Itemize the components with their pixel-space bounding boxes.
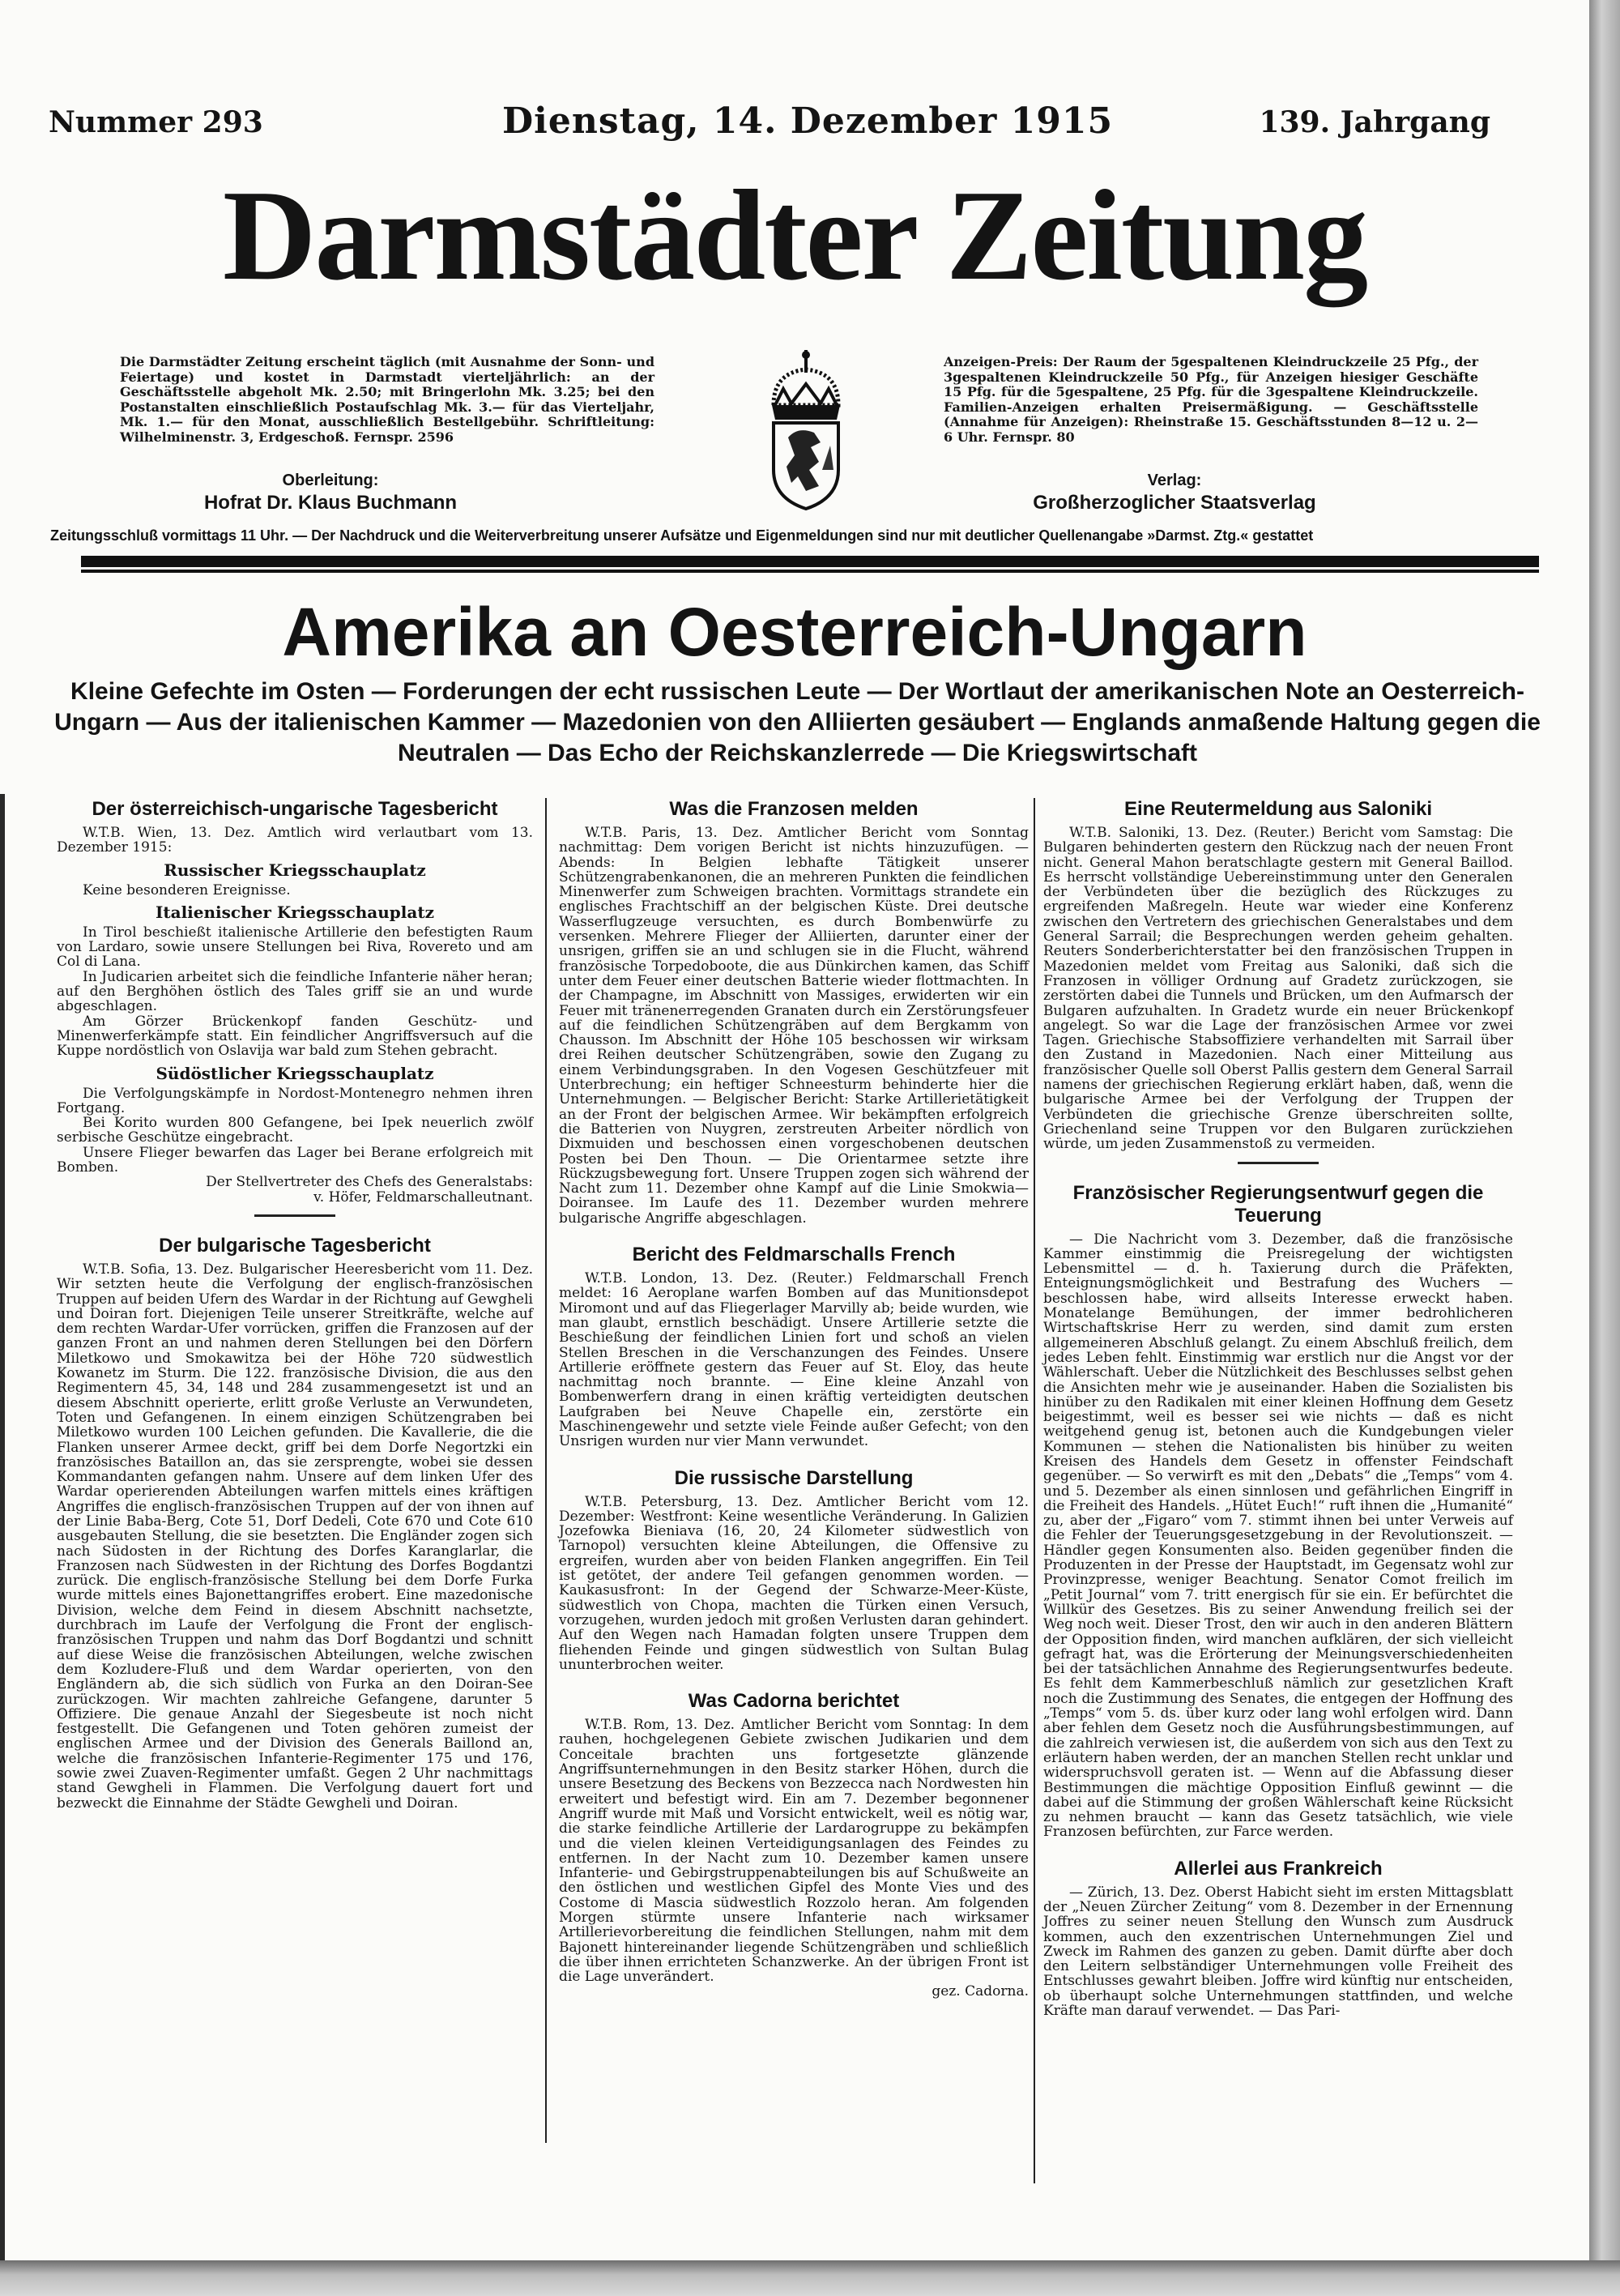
section-heading: Südöstlicher Kriegsschauplatz: [156, 1063, 434, 1083]
article-title: Was Cadorna berichtet: [688, 1690, 900, 1713]
main-headline: [0, 591, 1589, 672]
article-paragraph: Unsere Flieger bewarfen das Lager bei Berane erfolgreich mit Bomben.: [57, 1144, 533, 1176]
masthead-rule: [81, 556, 1539, 570]
hessian-coat-of-arms-icon: [741, 348, 871, 510]
editor-credit: [120, 472, 541, 514]
publisher-credit: [948, 472, 1401, 514]
signature: gez. Cadorna.: [932, 1983, 1029, 2000]
subscription-info: Die Darmstädter Zeitung erscheint täglich (mit Ausnahme der Sonn- und Feiertage) und kostet in Darmstadt vierteljährlich: an der Geschäftsstelle abgeholt Mk. 2.50; mit Bringerlohn Mk. 3.25; bei den Postanstalten einschließlich Postaufschlag Mk. 3.— für das Vierteljahr, Mk. 1.— für den Monat, ausschließlich Bestellgebühr. Schriftleitung: Wilhelminenstr. 3, Erdgeschoß. Fernspr. 2596: [120, 354, 654, 445]
article: [57, 798, 533, 1217]
article-title: Bericht des Feldmarschalls French: [632, 1244, 956, 1266]
article-title: Französischer Regierungsentwurf gegen die Teuerung: [1072, 1181, 1484, 1227]
scan-edge-right: [1589, 0, 1620, 2296]
editor-label: Oberleitung:: [282, 472, 379, 489]
article-paragraph: Die Verfolgungskämpfe in Nordost-Montenegro nehmen ihren Fortgang.: [57, 1085, 533, 1116]
section-heading: Russischer Kriegsschauplatz: [164, 860, 426, 880]
column-2: [559, 798, 1029, 2017]
article-paragraph: In Judicarien arbeitet sich die feindliche Infanterie näher heran; auf den Berghöhen östlich des Tales griff sie an und wurde abgeschlagen.: [57, 968, 533, 1015]
dateline: [49, 100, 1490, 146]
column-divider: [545, 798, 547, 2143]
article-paragraph: W.T.B. Saloniki, 13. Dez. (Reuter.) Bericht vom Samstag: Die Bulgaren behinderten gestern den Rückzug nach der neuen Front nicht. General Mahon beratschlagte gestern mit General Baillod. Es herrscht vollständige Uebereinstimmung unter den Generalen der Verbündeten über die bezüglich des Rückzuges zu ergreifenden Maßregeln. Heute war wieder eine Konferenz zwischen den Vertretern des griechischen Generalstabes und dem General Sarrail; die Besprechungen werden geheim gehalten. Reuters Sonderberichterstatter bei den französischen Truppen in Mazedonien meldet vom Freitag aus Saloniki, daß sich die Franzosen in völliger Ordnung auf Gradetz zurückzogen, sie zerstörten dabei die Tunnels und Brücken, um den Aufmarsch der Bulgaren aufzuhalten. In Gradetz wurde ein neuer Brückenkopf angelegt. So war die Lage der französischen Armee vor zwei Tagen. Griechische Stabsoffiziere verhandelten mit Sarrail über den Zustand in Mazedonien. Nach einer Mitteilung aus französischer Quelle soll Oberst Pallis gestern dem General Sarrail namens der griechischen Regierung erklärt haben, daß, wenn die bulgarische Armee bei der Verfolgung der Truppen der Verbündeten die griechische Grenze überschreiten sollte, Griechenland seine Truppen vor den Bulgaren zurückziehen würde, um jeden Zusammenstoß zu vermeiden.: [1043, 825, 1513, 1153]
section-separator: [1238, 1162, 1319, 1164]
section-separator: [254, 1214, 335, 1217]
article: [1043, 798, 1513, 1164]
article-title: Die russische Darstellung: [674, 1466, 914, 1489]
article-paragraph: Am Görzer Brückenkopf fanden Geschütz- und Minenwerferkämpfe statt. Ein feindlicher Angriffsversuch auf die Kuppe nordöstlich von Oslavija war bald zum Stehen gebracht.: [57, 1013, 533, 1060]
article-paragraph: W.T.B. Rom, 13. Dez. Amtlicher Bericht vom Sonntag: In dem rauhen, hochgelegenen Gebiete zwischen Judikarien und dem Conceitale brachten uns fortgesetzte glänzende Angriffsunternehmungen in den Besitz starker Höhen, durch die unsere Besetzung des Beckens von Bezzecca nach Nordwesten hin erweitert und befestigt wird. Ein am 7. Dezember begonnener Angriff wurde mit Maß und Vorsicht entwickelt, weil es nötig war, die starke feindliche Artillerie der Lardarogruppe zu bekämpfen und die vielen kleinen Verteidigungsanlagen des Feindes zu entfernen. In der Nacht zum 10. Dezember kamen unsere Infanterie- und Gebirgstruppenabteilungen bis auf Schußweite an den östlichen und westlichen Gipfel des Monte Vies und des Costome di Mascia südwestlich Rozzolo heran. Am folgenden Morgen stürmte unsere Infanterie nach wirksamer Artillerievorbereitung die feindlichen Stellungen, nahm mit dem Bajonett hintereinander liegende Schützengräben und schließlich die über ihnen errichteten Schanzwerke. An der übrigen Front ist die Lage unverändert.: [559, 1717, 1029, 1986]
editor-name: Hofrat Dr. Klaus Buchmann: [203, 492, 458, 514]
section-heading: Italienischer Kriegsschauplatz: [156, 902, 434, 922]
article-paragraph: W.T.B. London, 13. Dez. (Reuter.) Feldmarschall French meldet: 16 Aeroplane warfen Bomben auf das Munitionsdepot Miromont und auf das Fliegerlager Marvilly ab; beide wurden, wie man glaubt, ernstlich beschädigt. Unsere Artillerie setzte die Beschießung der feindlichen Linien fort und schoß an vielen Stellen Breschen in die Verschanzungen des Feindes. Unsere Artillerie eröffnete gestern das Feuer auf St. Eloy, das heute nachmittag noch brannte. — Eine kleine Anzahl von Bombenwerfern drang in einen kräftig verteidigten deutschen Laufgraben bei Neuve Chapelle ein, zerstörte ein Maschinengewehr und setzte viele Feinde außer Gefecht; von den Unsrigen wurden nur vier Mann verwundet.: [559, 1270, 1029, 1450]
subheadline: Kleine Gefechte im Osten — Forderungen der echt russischen Leute — Der Wortlaut der amerikanischen Note an Oesterreich-Ungarn — Aus der italienischen Kammer — Mazedonien von den Alliierten gesäubert — Englands anmaßende Haltung gegen die Neutralen — Das Echo der Reichskanzlerrede — Die Kriegswirtschaft: [54, 678, 1541, 766]
article-paragraph: In Tirol beschießt italienische Artillerie den befestigten Raum von Lardaro, sowie unsere Stellungen bei Riva, Rovereto und am Col di Lana.: [57, 924, 533, 971]
scan-edge-left: [0, 794, 5, 2260]
article: [559, 798, 1029, 1226]
masthead: [0, 158, 1589, 320]
article-title: Was die Franzosen melden: [669, 798, 919, 820]
article-paragraph: Bei Korito wurden 800 Gefangene, bei Ipek neuerlich zwölf serbische Geschütze eingebracht.: [57, 1115, 533, 1146]
article-title: Der österreichisch-ungarische Tagesbericht: [92, 798, 498, 820]
column-1: [57, 798, 533, 1829]
article: [1043, 1182, 1513, 1840]
article-paragraph: Keine besonderen Ereignisse.: [83, 881, 291, 898]
article-title: Eine Reutermeldung aus Saloniki: [1123, 798, 1433, 820]
column-3: [1043, 798, 1513, 2036]
scan-edge-bottom: [0, 2260, 1620, 2296]
reprint-notice: Zeitungsschluß vormittags 11 Uhr. — Der Nachdruck und die Weiterverbreitung unserer Aufsätze und Eigenmeldungen sind nur mit deutlicher Quellenangabe »Darmst. Ztg.« gestattet: [50, 527, 1314, 544]
article: [559, 1690, 1029, 1999]
article-paragraph: — Die Nachricht vom 3. Dezember, daß die französische Kammer einstimmig die Preisregelung der wichtigsten Lebensmittel — d. h. Taxierung durch die Präfekten, Enteignungsmöglichkeit und Bestrafung des Wuchers — beschlossen habe, wird allseits Interesse erweckt haben. Monatelange Bemühungen, der immer bedrohlicheren Wirtschaftskrise Herr zu werden, sind damit zum ersten allgemeineren Abschluß gelangt. Zu einem Abschluß freilich, dem jedes Leben fehlt. Einstimmig war erstlich nur die Angst vor der Wählerschaft. Ueber die Nützlichkeit des Beschlusses selbst gehen die Ansichten mehr wie je auseinander. Haben die Sozialisten bis hinüber zu den Radikalen mit einer kleinen Hoffnung dem Gesetz beigestimmt, weil es besser sei wie nichts — daß es nicht weitgehend genug ist, betonen auch die Kundgebungen vieler Kommunen — stehen die Nationalisten bis hinüber zu weiten Kreisen des Handels dem Gesetz in offenster Feindschaft gegenüber. — So verwirft es mit den „Debats“ die „Temps“ vom 4. und 5. Dezember als einen sinnlosen und gefährlichen Eingriff in die Freiheit des Handels. „Hütet Euch!“ ruft ihnen die „Humanité“ zu, aber der „Figaro“ vom 7. stimmt ihnen bei unter Verweis auf die Fehler der Teuerungsgesetzgebung in der Revolutionszeit. — Händler gegen Konsumenten also. Beiden gegenüber finden die Produzenten in der Presse der Hauptstadt, im Gegensatz wohl zur Provinzpresse, weniger Beachtung. Senator Comot freilich im „Petit Journal“ vom 7. tritt energisch für sie ein. Er befürchtet die Willkür des Gesetzes. Bis zu seiner Anwendung freilich sei der Weg noch weit. Dieser Trost, den wir auch in den anderen Blättern der Opposition finden, wird manchen aufklären, der sich vielleicht gefragt hat, was die Erörterung der Meinungsverschiedenheiten bei der tatsächlichen Annahme des Regierungsentwurfes bedeute. Es fehlt dem Kammerbeschluß nämlich zur gesetzlichen Kraft noch die Zustimmung des Senates, die entgegen der Hoffnung des „Temps“ vom 5. ds. über kurz oder lang wohl erfolgen wird. Dann aber fehlen dem Gesetz noch die Ausführungsbestimmungen, auf die zahlreich verwiesen ist, die außerdem von sich aus den Text zu erläutern haben werden, der an manchen Stellen recht unklar und widerspruchsvoll geraten ist. — Wenn auf die Abfassung dieser Bestimmungen die mächtige Opposition Einfluß gewinnt — die dabei auf die Stimmung der großen Wählerschaft keine Rücksicht zu nehmen braucht — kann das Gesetz tatsächlich, wie viele Franzosen befürchten, zur Farce werden.: [1043, 1231, 1513, 1841]
article-paragraph: — Zürich, 13. Dez. Oberst Habicht sieht im ersten Mittagsblatt der „Neuen Zürcher Zeitung“ vom 8. Dezember in der Ernennung Joffres zu seiner neuen Stellung den Wunsch zum Ausdruck kommen, auch den exzentrischen Unternehmungen Ziel und Zweck im Rahmen des ganzen zu geben. Damit dürfte aber doch den Leitern selbständiger Unternehmungen volle Freiheit des Entschlusses gewahrt bleiben. Joffre wird künftig nur entscheiden, ob überhaupt solche Unternehmungen stattfinden, und welche Kräfte man darauf verwendet. — Das Pari-: [1043, 1884, 1513, 2020]
article-paragraph: W.T.B. Petersburg, 13. Dez. Amtlicher Bericht vom 12. Dezember: Westfront: Keine wesentliche Veränderung. In Galizien Jozefowka Bieniava (16, 20, 24 Kilometer südwestlich von Tarnopol) versuchten kleine Abteilungen, die Offensive zu ergreifen, wurden aber von beiden Flanken angegriffen. Ein Teil ist getötet, der andere Teil gefangen genommen worden. — Kaukasusfront: In der Gegend der Schwarze-Meer-Küste, südwestlich von Chopa, machten die Türken einen Versuch, vorzugehen, wurden jedoch mit großen Verlusten daran gehindert. Auf den Wegen nach Hamadan folgten unsere Truppen dem fliehenden Feinde und gingen südwestlich von Sultan Bulag ununterbrochen weiter.: [559, 1493, 1029, 1673]
article: [57, 1235, 533, 1811]
article-paragraph: W.T.B. Paris, 13. Dez. Amtlicher Bericht vom Sonntag nachmittag: Dem vorigen Bericht ist nichts hinzuzufügen. — Abends: In Belgien lebhafte Tätigkeit unserer Schützengrabenkanonen, die an mehreren Punkten die feindlichen Minenwerfer zum Schweigen brachten. Vormittags strandete ein englisches Frachtschiff an der belgischen Küste. Drei deutsche Wasserflugzeuge versuchten, es durch Bombenwürfe zu versenken. Mehrere Flieger der Alliierten, darunter einer der unsrigen, griffen sie an und schlugen sie in die Flucht, während französische Torpedoboote, die aus Dünkirchen kamen, das Schiff unter dem Feuer einer deutschen Batterie wieder flottmachten. In der Champagne, im Abschnitt von Massiges, erwiderten wir ein Feuer mit tränenerregenden Granaten durch ein Zerstörungsfeuer auf die feindlichen Schützengräben auf dem Bergkamm von Chausson. Im Abschnitt der Höhe 105 beschossen wir wirksam drei Reihen deutscher Schützengräben, sowie den Zugang zu einem Verbindungsgraben. In den Vogesen Geschützfeuer mit Unterbrechung; ein heftiger Schneesturm behinderte hier die Unternehmungen. — Belgischer Bericht: Starke Artillerietätigkeit an der Front der belgischen Armee. Wir bekämpften erfolgreich die Batterien von Nuygren, zerstreuten Arbeiter nördlich von Dixmuiden und beschossen einen vorgeschobenen deutschen Posten bei Den Thoun. — Die Orientarmee setzte ihre Rückzugsbewegung fort. Unsere Truppen zogen sich während der Nacht zum 11. Dezember ohne Kampf auf die Linie Smokwia—Doiransee. Im Laufe des 11. Dezember wurden mehrere bulgarische Angriffe abgeschlagen.: [559, 825, 1029, 1227]
article-paragraph: W.T.B. Sofia, 13. Dez. Bulgarischer Heeresbericht vom 11. Dez. Wir setzten heute die Verfolgung der englisch-französischen Truppen auf beiden Ufern des Wardar in der Richtung auf Gewgheli und Doiran fort. Diejenigen Teile unserer Streitkräfte, welche auf dem rechten Wardar-Ufer vorrücken, griffen die Franzosen auf der ganzen Front an und nahmen deren Stellungen bei den Dörfern Miletkowo und Smokawitza bei der Höhe 720 südwestlich Kowanetz im Sturm. Die 122. französische Division, die aus den Regimentern 45, 34, 148 und 284 zusammengesetzt ist und an diesem Abschnitt operierte, erlitt große Verluste an Verwundeten, Toten und Gefangenen. In einem einzigen Schützengraben bei Miletkowo wurden 100 Leichen gefunden. Die Kavallerie, die die Flanken unserer Armee deckt, griff bei dem Dorfe Negortzki ein französisches Bataillon an, das sie zersprengte, wobei sie dessen Kommandanten gefangen nahm. Unsere auf dem linken Ufer des Wardar operierenden Abteilungen warfen mittels eines kräftigen Angriffes die englisch-französischen Truppen auf der von ihnen auf der Linie Baba-Berg, Cote 51, Dorf Dedeli, Cote 670 und Cote 610 ausgebauten Stellung, die sie besetzten. Die Engländer zogen sich nach Südosten in der Richtung des Dorfes Karanglarlar, die Franzosen nach Südwesten in der Richtung des Dorfes Bogdantzi zurück. Die englisch-französische Stellung bei dem Dorfe Furka wurde mittels eines Bajonettangriffes erobert. Eine mazedonische Division, welche dem Feind in diesem Abschnitt nachsetzte, durchbrach im Laufe der Verfolgung die Front der englisch-französischen Truppen und nahm das Dorf Bogdantzi und schnitt auf diese Weise die französischen Abteilungen, welche zwischen dem Kozludere-Fluß und dem Wardar operierten, von den Engländern ab, die sich südlich von Furka an den Doiran-See zurückzogen. Wir machten zahlreiche Gefangene, darunter 5 Offiziere. Die genaue Anzahl der Siegesbeute ist noch nicht festgestellt. Die Gefangenen und Toten gehören zumeist der englischen Armee und der Division des Generals Baillond an, welche die französischen Infanterie-Regimenter 175 und 176, sowie zwei Zuaven-Regimenter umfaßt. Gegen 2 Uhr nachmittags stand Gewgheli in Flammen. Die Verfolgung dauert fort und bezweckt die Einnahme der Städte Gewgheli und Doiran.: [57, 1261, 533, 1812]
article-title: Allerlei aus Frankreich: [1174, 1857, 1383, 1880]
publisher-label: Verlag:: [1147, 472, 1202, 489]
issue-date: Dienstag, 14. Dezember 1915: [502, 100, 1114, 142]
issue-number: Nummer 293: [49, 105, 263, 139]
signature: v. Höfer, Feldmarschalleutnant.: [313, 1189, 533, 1206]
article-title: Der bulgarische Tagesbericht: [159, 1234, 431, 1257]
headline-text: Amerika an Oesterreich-Ungarn: [282, 594, 1307, 670]
newspaper-title: Darmstädter Zeitung: [222, 163, 1367, 307]
column-divider: [1034, 798, 1035, 2183]
volume-year: 139. Jahrgang: [1259, 105, 1490, 139]
article: [559, 1244, 1029, 1449]
advertising-rates: Anzeigen-Preis: Der Raum der 5gespaltenen Kleindruckzeile 25 Pfg., der 3gespaltenen Kleindruckzeile 50 Pfg., für Anzeigen hiesiger Geschäfte 15 Pfg. für die 5gespaltene, 25 Pfg. für die 3gespaltene Kleindruckzeile. Familien-Anzeigen erhalten Preisermäßigung. — Geschäftsstelle (Annahme für Anzeigen): Rheinstraße 15. Geschäftsstunden 8—12 u. 2—6 Uhr. Fernspr. 80: [944, 354, 1478, 445]
article: [559, 1467, 1029, 1673]
article: [1043, 1858, 1513, 2019]
publisher-name: Großherzoglicher Staatsverlag: [1033, 492, 1316, 514]
article-paragraph: W.T.B. Wien, 13. Dez. Amtlich wird verlautbart vom 13. Dezember 1915:: [57, 825, 533, 856]
signature: Der Stellvertreter des Chefs des Generalstabs:: [206, 1174, 533, 1191]
